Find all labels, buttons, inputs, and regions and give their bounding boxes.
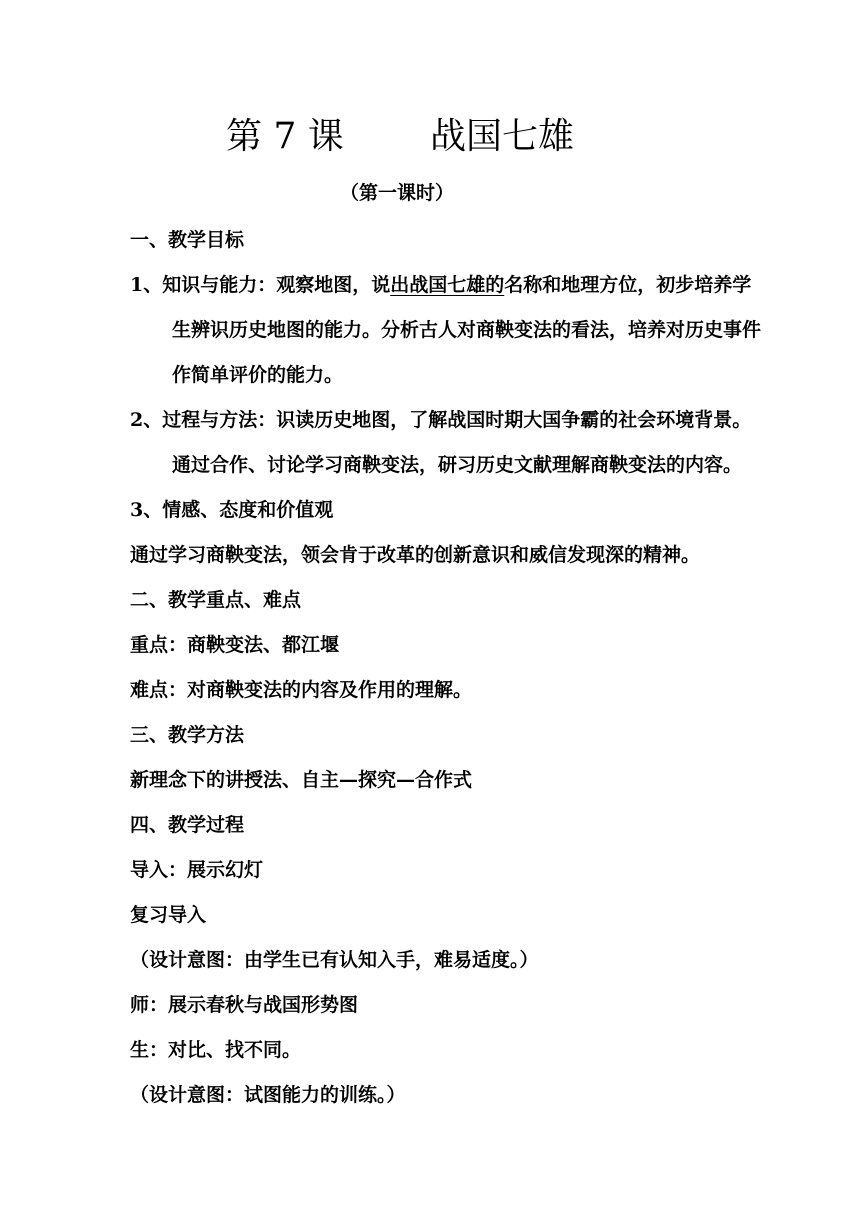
review-text: 复习导入 bbox=[130, 904, 207, 926]
method-text: 新理念下的讲授法、自主—探究—合作式 bbox=[130, 769, 473, 791]
objective-1-suffix: 名称和地理方位，初步培养学 bbox=[504, 274, 752, 296]
objective-1-line-3: 作简单评价的能力。 bbox=[172, 364, 344, 386]
student-text: 生：对比、找不同。 bbox=[130, 1039, 302, 1061]
objective-2-line-2: 通过合作、讨论学习商鞅变法，研习历史文献理解商鞅变法的内容。 bbox=[172, 454, 743, 476]
lesson-subtitle: （第一课时） bbox=[340, 182, 455, 204]
lesson-name: 战国七雄 bbox=[430, 116, 575, 157]
difficult-point: 难点：对商鞅变法的内容及作用的理解。 bbox=[130, 679, 473, 701]
section-heading-methods: 三、教学方法 bbox=[130, 724, 245, 746]
teacher-text: 师：展示春秋与战国形势图 bbox=[130, 994, 359, 1016]
objective-1-prefix: 1、知识与能力：观察地图，说 bbox=[130, 274, 391, 296]
section-heading-key-points: 二、教学重点、难点 bbox=[130, 589, 302, 611]
section-heading-process: 四、教学过程 bbox=[130, 814, 245, 836]
objective-1-line-2: 生辨识历史地图的能力。分析古人对商鞅变法的看法，培养对历史事件 bbox=[172, 319, 762, 341]
objective-2-line-1: 2、过程与方法：识读历史地图，了解战国时期大国争霸的社会环境背景。 bbox=[130, 409, 752, 431]
lesson-number: 第 7 课 bbox=[226, 116, 344, 157]
intro-text: 导入：展示幻灯 bbox=[130, 859, 264, 881]
objective-1-underlined: 出战国七雄的 bbox=[390, 274, 505, 296]
objective-3-heading: 3、情感、态度和价值观 bbox=[130, 499, 334, 521]
design-intent-2: （设计意图：试图能力的训练。） bbox=[130, 1084, 406, 1106]
key-point: 重点：商鞅变法、都江堰 bbox=[130, 634, 340, 656]
objective-1-line-1 bbox=[130, 270, 751, 300]
objective-3-text: 通过学习商鞅变法，领会肯于改革的创新意识和威信发现深的精神。 bbox=[130, 544, 701, 566]
section-heading-objectives: 一、教学目标 bbox=[130, 229, 245, 251]
design-intent-1: （设计意图：由学生已有认知入手，难易适度。） bbox=[130, 949, 539, 971]
